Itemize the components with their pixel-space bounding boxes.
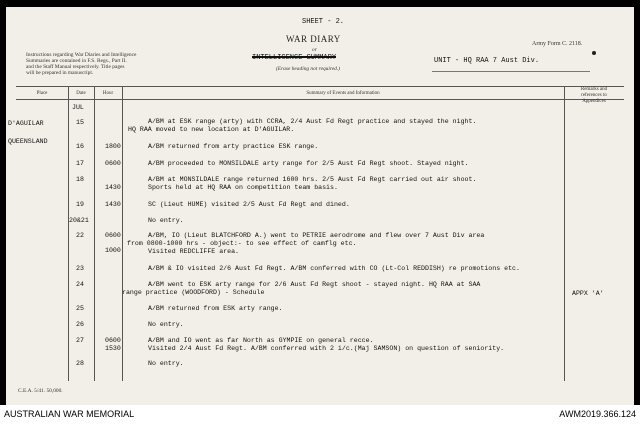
archive-id: AWM2019.366.124 — [559, 409, 636, 419]
erase-note: (Erase heading not required.) — [276, 66, 340, 72]
entry-date: 27 — [76, 337, 84, 344]
col-summary: Summary of Events and Information — [306, 91, 380, 96]
entry-text: SC (Lieut HUME) visited 2/5 Aust Fd Regt and dined. — [148, 201, 350, 208]
or-label: or — [312, 47, 317, 53]
entry-date: 15 — [76, 119, 84, 126]
place-line-1: D'AGUILAR — [8, 120, 44, 127]
col-hour: Hour — [102, 91, 114, 96]
entry-date: 23 — [76, 265, 84, 272]
archive-footer — [0, 405, 640, 424]
entry-text: HQ RAA moved to new location at D'AGUILAR. — [128, 126, 295, 133]
instructions-block: Instructions regarding War Diaries and Intelligence Summaries are contained in F.S. Regs., Part II. and the Staff Manual respectively. Title pages will be prepared in manuscript. — [26, 52, 137, 76]
entry-hour: 1430 — [105, 201, 121, 208]
entry-text: A/BM returned from ESK arty range. — [148, 305, 283, 312]
entry-text: No entry. — [148, 217, 184, 224]
entry-date: 26 — [76, 321, 84, 328]
entry-date: 20&21 — [69, 217, 89, 224]
entry-date: 18 — [76, 176, 84, 183]
appendix-ref: APPX 'A' — [572, 290, 604, 297]
col-place: Place — [36, 91, 48, 96]
entry-text: A/BM and IO went as far North as GYMPIE on general recce. — [148, 337, 374, 344]
entry-text: A/BM went to ESK arty range for 2/6 Aust Fd Regt shoot - stayed night. HQ RAA at SAA — [148, 281, 481, 288]
entry-text: A/BM at ESK range (arty) with CCRA, 2/4 Aust Fd Regt practice and stayed the night. — [148, 118, 477, 125]
entry-date: 25 — [76, 305, 84, 312]
entry-text: range practice (WOODFORD) - Schedule — [122, 289, 265, 296]
entry-date: 17 — [76, 160, 84, 167]
entry-hour: 0600 — [105, 160, 121, 167]
form-code: C.E.A. 5/41. 50,000. — [18, 388, 63, 394]
archive-name: AUSTRALIAN WAR MEMORIAL — [4, 409, 135, 419]
entry-text: from 0800-1000 hrs - object:- to see effect of camflg etc. — [127, 240, 357, 247]
place-line-2: QUEENSLAND — [8, 138, 48, 145]
war-diary-sheet — [6, 7, 634, 405]
entry-date: 16 — [76, 143, 84, 150]
entry-text: A/BM returned from arty practice ESK range. — [148, 143, 319, 150]
entry-text: A/BM & IO visited 2/6 Aust Fd Regt. A/BM conferred with CO (Lt-Col REDDISH) re promotions etc. — [148, 265, 520, 272]
entry-text: Visited 2/4 Aust Fd Regt. A/BM conferred with 2 i/c.(Maj SAMSON) on question of seniority. — [148, 345, 505, 352]
entry-text: A/BM proceeded to MONSILDALE arty range for 2/5 Aust Fd Regt shoot. Stayed night. — [148, 160, 469, 167]
entry-date: 19 — [76, 201, 84, 208]
entry-text: Visited REDCLIFFE area. — [148, 248, 240, 255]
entry-date: 22 — [76, 232, 84, 239]
entry-text: No entry. — [148, 360, 184, 367]
entry-text: A/BM at MONSILDALE range returned 1600 hrs. 2/5 Aust Fd Regt carried out air shoot. — [148, 176, 477, 183]
entry-hour: 1800 — [105, 143, 121, 150]
struck-heading: INTELLIGENCE SUMMARY — [252, 54, 337, 62]
entry-hour: 1530 — [105, 345, 121, 352]
entry-text: No entry. — [148, 321, 184, 328]
entry-text: A/BM, IO (Lieut BLATCHFORD A.) went to PETRIE aerodrome and flew over 7 Aust Div area — [148, 232, 485, 239]
entry-text: Sports held at HQ RAA on competition team basis. — [148, 184, 338, 191]
unit-label: UNIT - HQ RAA 7 Aust Div. — [434, 57, 540, 65]
entry-hour: 0600 — [105, 337, 121, 344]
entry-date: 28 — [76, 360, 84, 367]
col-remarks: Remarks and references to Appendices — [580, 87, 608, 104]
ink-mark — [592, 51, 596, 55]
army-form-label: Army Form C. 2118. — [532, 41, 583, 47]
sheet-number: SHEET - 2. — [302, 18, 345, 26]
entry-hour: 1000 — [105, 247, 121, 254]
entry-hour: 1430 — [105, 184, 121, 191]
entry-hour: 0600 — [105, 232, 121, 239]
entry-date: 24 — [76, 281, 84, 288]
col-date: Date — [76, 91, 86, 96]
month-label: JUL — [72, 104, 84, 111]
diary-title: WAR DIARY — [286, 34, 341, 44]
